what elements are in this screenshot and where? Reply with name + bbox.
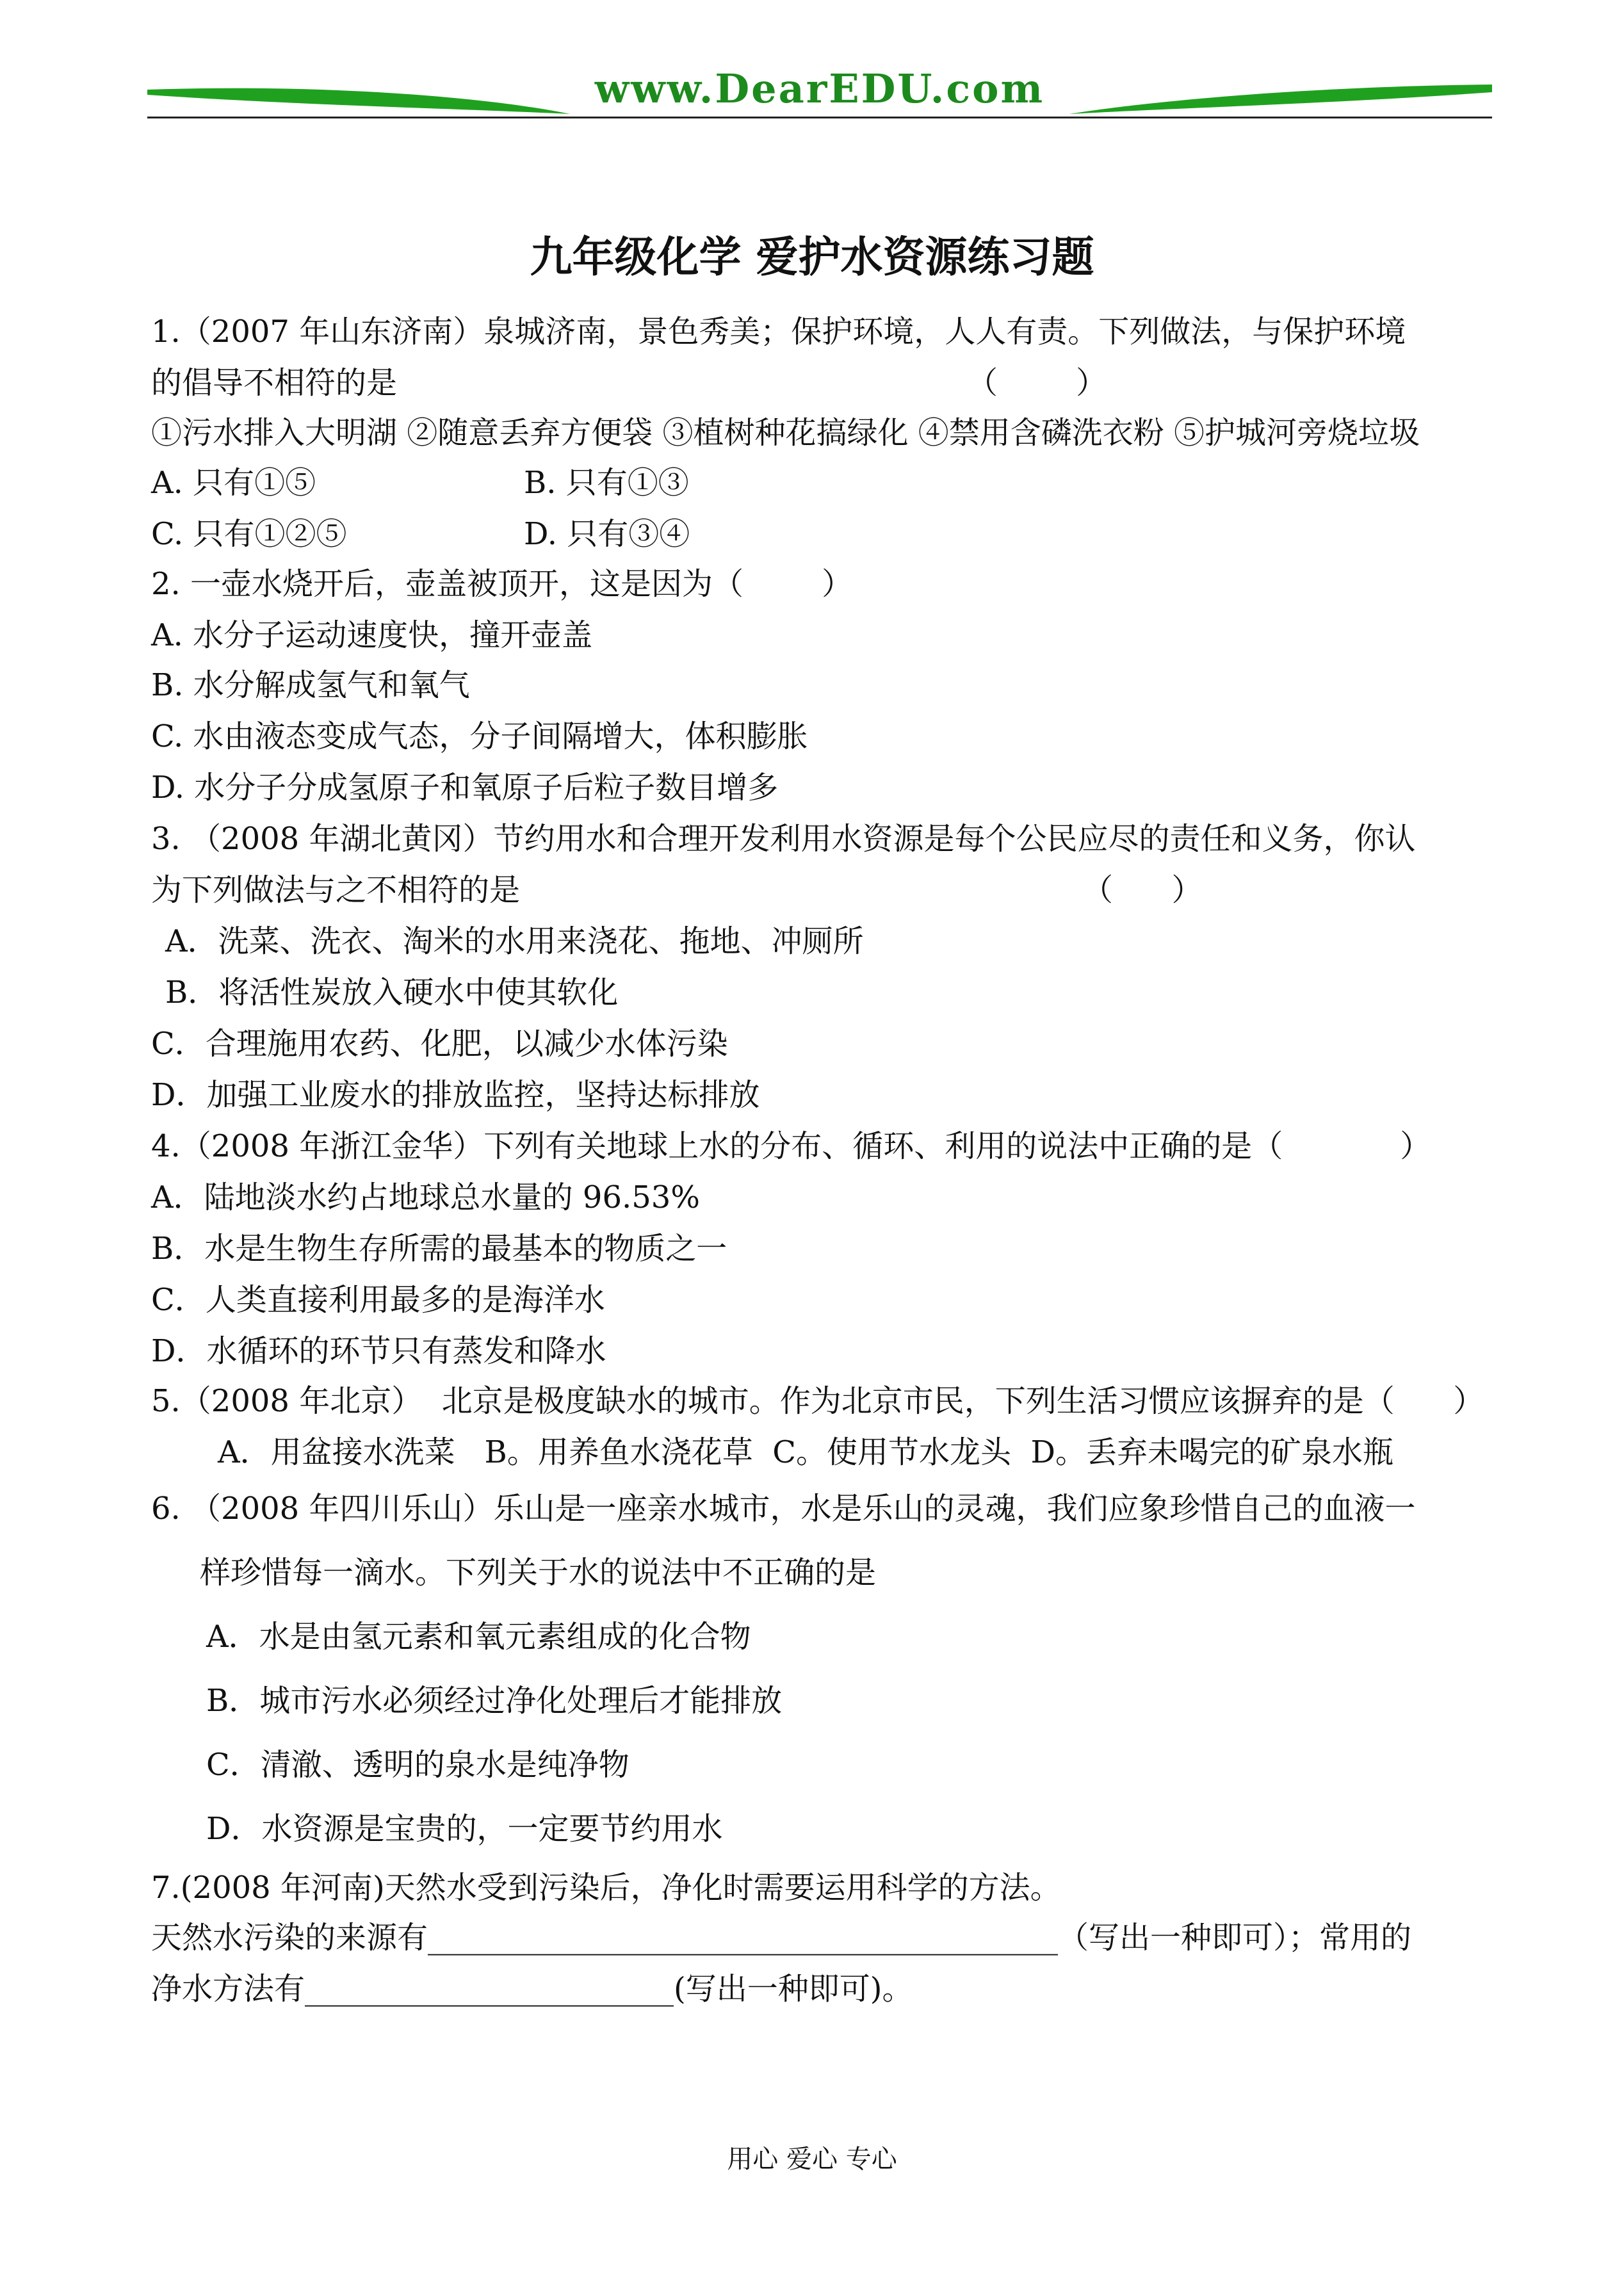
- q2-option-a: A. 水分子运动速度快，撞开壶盖: [151, 617, 593, 653]
- q4-option-d: D．水循环的环节只有蒸发和降水: [151, 1333, 606, 1369]
- q7-stem: 7.(2008 年河南)天然水受到污染后，净化时需要运用科学的方法。: [151, 1870, 1061, 1906]
- q3-option-b: B．将活性炭放入硬水中使其软化: [165, 975, 619, 1010]
- q7-line3: 净水方法有________________________(写出一种即可)。: [151, 1971, 913, 2007]
- q2-option-c: C. 水由液态变成气态，分子间隔增大，体积膨胀: [151, 718, 808, 754]
- q1-option-b: B. 只有①③: [524, 465, 689, 501]
- q6-option-b: B．城市污水必须经过净化处理后才能排放: [206, 1683, 783, 1719]
- q3-line2: 为下列做法与之不相符的是: [151, 872, 521, 908]
- q1-answer-bracket: （ ）: [967, 365, 1107, 401]
- q7-line2: 天然水污染的来源有_________________________________________（写出一种即可）；常用的: [151, 1920, 1412, 1956]
- q3-option-d: D．加强工业废水的排放监控，坚持达标排放: [151, 1077, 760, 1113]
- q1-line2: 的倡导不相符的是: [151, 365, 398, 401]
- q6-option-c: C．清澈、透明的泉水是纯净物: [206, 1747, 629, 1783]
- q2-option-b: B. 水分解成氢气和氧气: [151, 667, 470, 703]
- q5-stem: 5.（2008 年北京） 北京是极度缺水的城市。作为北京市民，下列生活习惯应该摒弃的是（ ）: [151, 1383, 1484, 1419]
- q4-option-a: A．陆地淡水约占地球总水量的 96.53%: [151, 1180, 700, 1215]
- q4-stem: 4.（2008 年浙江金华）下列有关地球上水的分布、循环、利用的说法中正确的是（ ）: [151, 1128, 1431, 1164]
- q6-option-a: A．水是由氢元素和氧元素组成的化合物: [206, 1619, 751, 1655]
- q3-option-c: C．合理施用农药、化肥，以减少水体污染: [151, 1026, 728, 1062]
- q6-line2: 样珍惜每一滴水。下列关于水的说法中不正确的是: [200, 1555, 877, 1591]
- q3-option-a: A．洗菜、洗衣、淘米的水用来浇花、拖地、冲厕所: [165, 923, 864, 959]
- q6-option-d: D．水资源是宝贵的，一定要节约用水: [206, 1811, 723, 1847]
- page-title: 九年级化学 爱护水资源练习题: [530, 232, 1094, 282]
- q3-answer-bracket: （ ）: [1082, 872, 1203, 908]
- q2-option-d: D. 水分子分成氢原子和氧原子后粒子数目增多: [151, 770, 779, 806]
- q5-options: A．用盆接水洗菜 B。用养鱼水浇花草 C。使用节水龙头 D。丢弃未喝完的矿泉水瓶: [218, 1434, 1393, 1470]
- site-header: [147, 64, 1492, 128]
- site-logo: www.DearEDU.com: [594, 65, 1045, 112]
- q1-line1: 1.（2007 年山东济南）泉城济南，景色秀美；保护环境，人人有责。下列做法，与保护环境: [151, 314, 1406, 350]
- q1-option-c: C. 只有①②⑤: [151, 516, 347, 552]
- q1-option-a: A. 只有①⑤: [151, 465, 316, 501]
- q1-items: ①污水排入大明湖 ②随意丢弃方便袋 ③植树种花搞绿化 ④禁用含磷洗衣粉 ⑤护城河旁烧垃圾: [151, 415, 1420, 451]
- q2-stem: 2. 一壶水烧开后，壶盖被顶开，这是因为（ ）: [151, 566, 853, 602]
- q3-line1: 3. （2008 年湖北黄冈）节约用水和合理开发利用水资源是每个公民应尽的责任和义务，你认: [151, 821, 1416, 857]
- q4-option-c: C．人类直接利用最多的是海洋水: [151, 1282, 605, 1318]
- page-footer: 用心 爱心 专心: [727, 2145, 897, 2174]
- q1-option-d: D. 只有③④: [524, 516, 690, 552]
- q6-line1: 6. （2008 年四川乐山）乐山是一座亲水城市，水是乐山的灵魂，我们应象珍惜自己的血液一: [151, 1491, 1416, 1527]
- header-divider: [147, 117, 1492, 118]
- q4-option-b: B．水是生物生存所需的最基本的物质之一: [151, 1231, 727, 1267]
